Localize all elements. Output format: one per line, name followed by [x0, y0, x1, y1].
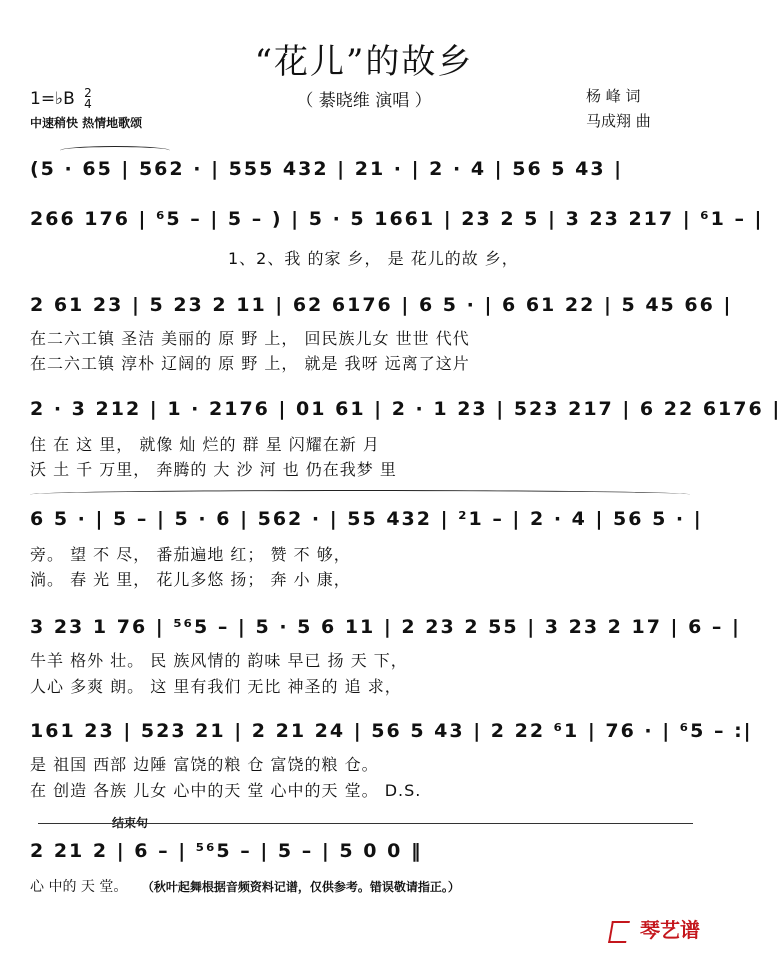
key-label: 1=♭B: [30, 89, 75, 109]
jianpu-notes: (5 · 65 | 562 · | 555 432 | 21 · | 2 · 4 | 56 5 43 |: [30, 158, 624, 180]
qinyipu-logo-icon: [608, 921, 630, 943]
meter-top: 2: [84, 86, 92, 100]
credits: [586, 84, 651, 134]
lyric-line: 在二六工镇 淳朴 辽阔的 原 野 上， 就是 我呀 远离了这片: [30, 354, 470, 373]
key-signature: [30, 88, 92, 110]
jianpu-notes: 2 · 3 212 | 1 · 2176 | 01 61 | 2 · 1 23 | 523 217 | 6 22 6176 |: [30, 398, 781, 420]
lyric-line: 住 在 这 里， 就像 灿 烂的 群 星 闪耀在新 月: [30, 435, 380, 454]
tempo-marking: 中速稍快 热情地歌颂: [30, 116, 143, 130]
lyric-line: 旁。 望 不 尽， 番茄遍地 红； 赞 不 够，: [30, 545, 351, 564]
ending-lyric-line: [30, 876, 720, 896]
page-title: “花儿”的故乡: [254, 42, 474, 82]
ending-bracket: [38, 823, 693, 824]
time-signature: [84, 88, 92, 110]
jianpu-notes: 3 23 1 76 | ⁵⁶5 – | 5 · 5 6 11 | 2 23 2 55 | 3 23 2 17 | 6 – |: [30, 616, 741, 638]
watermark-text: 琴艺谱: [639, 918, 700, 942]
jianpu-notes: 2 21 2 | 6 – | ⁵⁶5 – | 5 – | 5 0 0 ‖: [30, 840, 423, 862]
lyric-line: 淌。 春 光 里， 花儿多悠 扬； 奔 小 康，: [30, 570, 351, 589]
meter-bottom: 4: [84, 97, 92, 111]
lyric-line: 在 创造 各族 儿女 心中的天 堂 心中的天 堂。 D.S.: [30, 781, 422, 800]
ending-label: 结束句: [112, 816, 149, 830]
composer-credit: 马成翔 曲: [586, 112, 651, 130]
ending-lyric: 心 中的 天 堂。: [30, 879, 128, 895]
lyric-line: 1、2、我 的家 乡， 是 花儿的故 乡，: [228, 249, 519, 268]
watermark-logo: [610, 914, 700, 943]
transcriber-note: （秋叶起舞根据音频资料记谱，仅供参考。错误敬请指正。）: [141, 880, 460, 894]
lyric-line: 在二六工镇 圣洁 美丽的 原 野 上， 回民族儿女 世世 代代: [30, 329, 470, 348]
jianpu-notes: 6 5 · | 5 – | 5 · 6 | 562 · | 55 432 | ²1 – | 2 · 4 | 56 5 · |: [30, 508, 703, 530]
lyric-line: 牛羊 格外 壮。 民 族风情的 韵味 早已 扬 天 下，: [30, 651, 408, 670]
singer-line: （ 綦晓维 演唱 ）: [296, 91, 432, 111]
jianpu-notes: 161 23 | 523 21 | 2 21 24 | 56 5 43 | 2 22 ⁶1 | 76 · | ⁶5 – :|: [30, 720, 753, 742]
jianpu-notes: 266 176 | ⁶5 – | 5 – ) | 5 · 5 1661 | 23 2 5 | 3 23 217 | ⁶1 – |: [30, 208, 764, 230]
lyricist-credit: 杨 峰 词: [586, 87, 641, 105]
lyric-line: 是 祖国 西部 边陲 富饶的粮 仓 富饶的粮 仓。: [30, 755, 379, 774]
jianpu-notes: 2 61 23 | 5 23 2 11 | 62 6176 | 6 5 · | 6 61 22 | 5 45 66 |: [30, 294, 733, 316]
lyric-line: 人心 多爽 朗。 这 里有我们 无比 神圣的 追 求，: [30, 677, 402, 696]
lyric-line: 沃 土 千 万里， 奔腾的 大 沙 河 也 仍在我梦 里: [30, 460, 397, 479]
